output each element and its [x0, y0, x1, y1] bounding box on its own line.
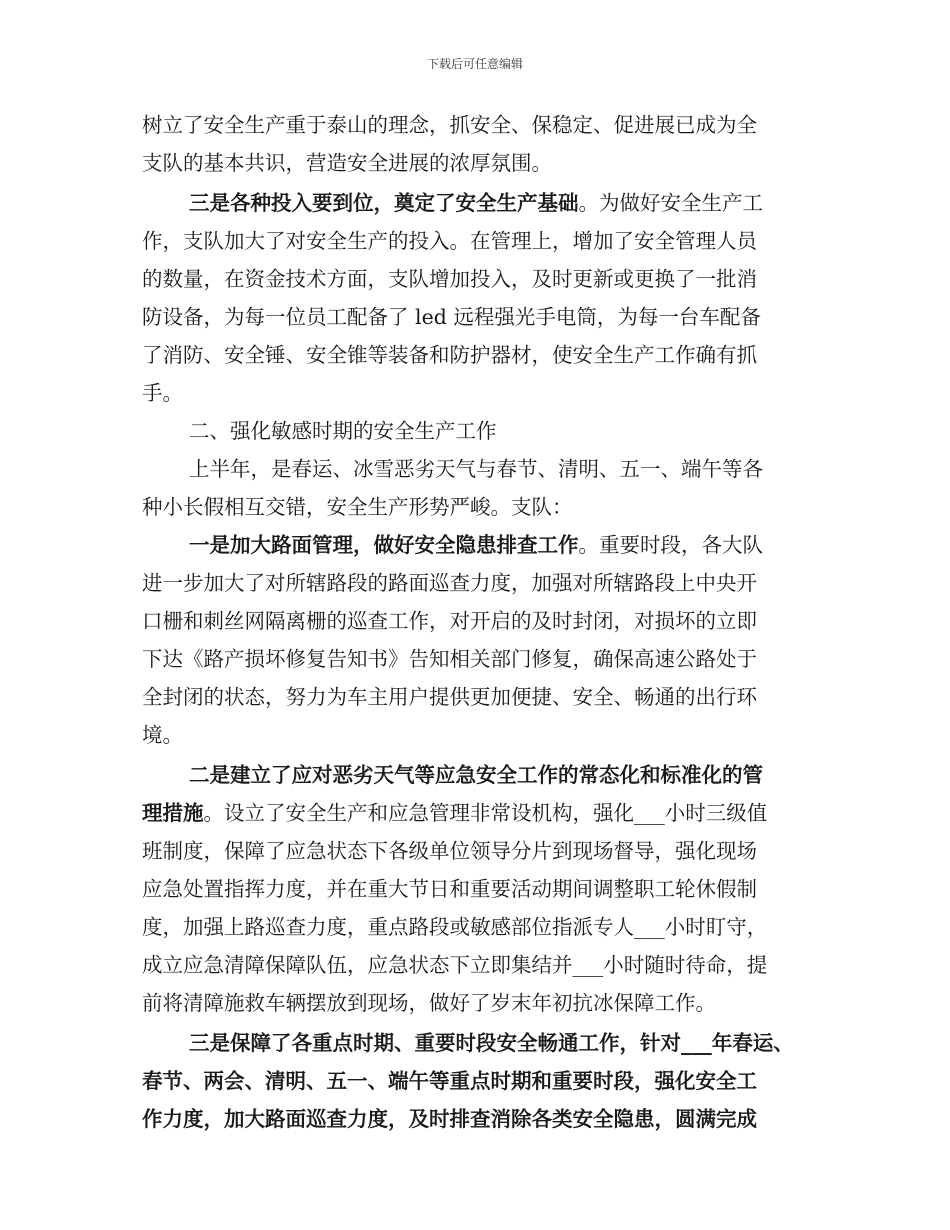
- text-line: [142, 678, 822, 716]
- text-line: [142, 488, 822, 526]
- text-run: 下达《路产损坏修复告知书》告知相关部门修复，确保高速公路处于: [142, 647, 757, 671]
- text-run: 防设备，为每一位员工配备了 led 远程强光手电筒，为每一台车配备: [142, 305, 761, 329]
- paragraph: [142, 106, 822, 182]
- text-run: 口栅和刺丝网隔离栅的巡查工作，对开启的及时封闭，对损坏的立即: [142, 609, 757, 633]
- text-run: 支队的基本共识，营造安全进展的浓厚氛围。: [142, 151, 552, 175]
- text-line: [142, 526, 822, 564]
- text-line: [142, 450, 822, 488]
- text-line: [142, 336, 822, 374]
- paragraph: [142, 756, 822, 1022]
- text-line: [142, 564, 822, 602]
- text-run: 作，支队加大了对安全生产的投入。在管理上，增加了安全管理人员: [142, 229, 757, 253]
- text-run: 二、强化敏感时期的安全生产工作: [189, 419, 497, 443]
- text-line: [142, 794, 822, 832]
- text-line: [142, 374, 822, 412]
- text-run: 班制度，保障了应急状态下各级单位领导分片到现场督导，强化现场: [142, 839, 757, 863]
- text-run: 境。: [142, 723, 183, 747]
- text-line: [142, 832, 822, 870]
- text-run: 了消防、安全锤、安全锥等装备和防护器材，使安全生产工作确有抓: [142, 343, 757, 367]
- text-run: 的数量，在资金技术方面，支队增加投入，及时更新或更换了一批消: [142, 267, 757, 291]
- text-line: [142, 1100, 822, 1138]
- paragraph: [142, 526, 822, 754]
- text-line: [142, 716, 822, 754]
- paragraph: [142, 1024, 822, 1138]
- bold-text-run: 理措施: [142, 801, 204, 825]
- text-line: [142, 260, 822, 298]
- text-run: 手。: [142, 381, 183, 405]
- text-run: 前将清障施救车辆摆放到现场，做好了岁末年初抗冰保障工作。: [142, 991, 716, 1015]
- paragraph: [142, 412, 822, 450]
- text-line: [142, 602, 822, 640]
- text-line: [142, 298, 822, 336]
- text-line: [142, 1024, 822, 1062]
- text-line: [142, 756, 822, 794]
- text-run: 成立应急清障保障队伍，应急状态下立即集结并___小时随时待命，提: [142, 953, 768, 977]
- text-line: [142, 222, 822, 260]
- text-run: 进一步加大了对所辖路段的路面巡查力度，加强对所辖路段上中央开: [142, 571, 757, 595]
- text-line: [142, 144, 822, 182]
- bold-text-run: 三是各种投入要到位，奠定了安全生产基础: [189, 191, 579, 215]
- text-run: 树立了安全生产重于泰山的理念，抓安全、保稳定、促进展已成为全: [142, 113, 757, 137]
- text-run: 。重要时段，各大队: [578, 533, 763, 557]
- text-run: 度，加强上路巡查力度，重点路段或敏感部位指派专人___小时盯守，: [142, 915, 768, 939]
- paragraph: [142, 450, 822, 526]
- document-body: [142, 106, 822, 1138]
- bold-text-run: 三是保障了各重点时期、重要时段安全畅通工作，针对___年春运、: [189, 1031, 794, 1055]
- text-line: [142, 106, 822, 144]
- text-line: [142, 984, 822, 1022]
- text-line: [142, 412, 822, 450]
- text-run: 种小长假相互交错，安全生产形势严峻。支队：: [142, 495, 573, 519]
- text-line: [142, 870, 822, 908]
- text-run: 。设立了安全生产和应急管理非常设机构，强化___小时三级值: [203, 801, 768, 825]
- text-run: 。为做好安全生产工: [578, 191, 763, 215]
- text-line: [142, 184, 822, 222]
- text-line: [142, 640, 822, 678]
- bold-text-run: 作力度，加大路面巡查力度，及时排查消除各类安全隐患，圆满完成: [142, 1107, 757, 1131]
- page-header: 下载后可任意编辑: [426, 57, 523, 71]
- bold-text-run: 一是加大路面管理，做好安全隐患排查工作: [189, 533, 579, 557]
- bold-text-run: 二是建立了应对恶劣天气等应急安全工作的常态化和标准化的管: [189, 763, 763, 787]
- text-line: [142, 908, 822, 946]
- paragraph: [142, 184, 822, 412]
- text-run: 全封闭的状态，努力为车主用户提供更加便捷、安全、畅通的出行环: [142, 685, 757, 709]
- text-line: [142, 946, 822, 984]
- text-run: 应急处置指挥力度，并在重大节日和重要活动期间调整职工轮休假制: [142, 877, 757, 901]
- text-line: [142, 1062, 822, 1100]
- bold-text-run: 春节、两会、清明、五一、端午等重点时期和重要时段，强化安全工: [142, 1069, 757, 1093]
- text-run: 上半年，是春运、冰雪恶劣天气与春节、清明、五一、端午等各: [189, 457, 763, 481]
